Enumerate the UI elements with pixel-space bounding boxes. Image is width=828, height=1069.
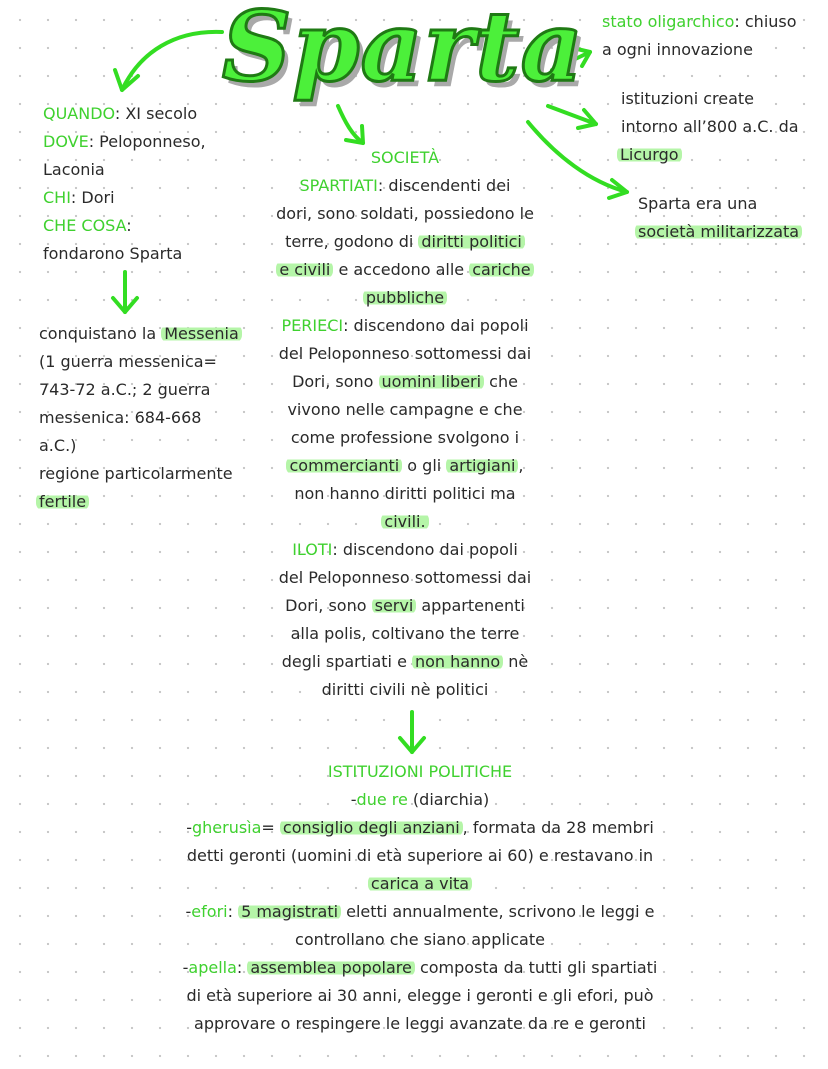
pubbliche-highlight: pubbliche <box>363 288 447 307</box>
arrow-to-institutions-created <box>548 106 596 124</box>
magistrati-highlight: 5 magistrati <box>238 902 341 921</box>
non-hanno-highlight: non hanno <box>412 652 503 671</box>
institutions-created-note <box>621 85 799 169</box>
diritti-politici-highlight: diritti politici <box>418 232 525 251</box>
uomini-liberi-highlight: uomini liberi <box>379 372 485 391</box>
quando-label: QUANDO <box>43 104 115 123</box>
perieci-line6 <box>250 452 560 480</box>
perieci-line1 <box>250 312 560 340</box>
iloti-line4: alla polis, coltivano the terre <box>290 624 520 643</box>
efori-line2: controllano che siano applicate <box>295 930 545 949</box>
spartiati-line1 <box>250 172 560 200</box>
quando-value: : XI secolo <box>114 104 198 123</box>
perieci-line4: vivono nelle campagne e che <box>287 400 523 419</box>
oligarchic-term: stato oligarchico <box>602 12 735 31</box>
iloti-line5 <box>250 648 560 676</box>
dove-value: : Peloponneso, <box>88 132 206 151</box>
apella-line3: approvare o respingere le leggi avanzate da re e geronti <box>194 1014 646 1033</box>
apella-line1 <box>110 954 730 982</box>
servi-highlight: servi <box>372 596 417 615</box>
licurgo-highlight: Licurgo <box>617 145 682 164</box>
perieci-label: PERIECI <box>281 316 344 335</box>
checosa-line <box>43 212 206 240</box>
conquest-line4: messenica: 684-668 <box>39 408 202 427</box>
conquest-line2: (1 guerra messenica= <box>39 352 217 371</box>
perieci-line8 <box>250 508 560 536</box>
institutions-line3 <box>617 141 799 169</box>
apella-line2: di età superiore ai 30 anni, elegge i geronti e gli efori, può <box>186 986 654 1005</box>
spartiati-l3-pre: terre, godono di <box>285 232 419 251</box>
gerusia-term: gherusìa <box>191 818 262 837</box>
conquest-line1 <box>39 320 242 348</box>
conquest-block <box>39 320 242 516</box>
iloti-label: ILOTI <box>292 540 333 559</box>
efori-line1 <box>110 898 730 926</box>
iloti-l5-post: nè <box>503 652 529 671</box>
messenia-highlight: Messenia <box>161 324 242 343</box>
fertile-highlight: fertile <box>36 492 89 511</box>
arrow-to-institutions-head <box>400 738 424 752</box>
perieci-l3-post: che <box>484 372 518 391</box>
conquest-line7 <box>36 488 242 516</box>
arrow-to-militarized-head <box>609 180 627 198</box>
checosa-line2: fondarono Sparta <box>43 244 183 263</box>
spartiati-line2: dori, sono soldati, possiedono le <box>276 204 534 223</box>
iloti-l1: : discendono dai popoli <box>332 540 518 559</box>
consiglio-highlight: consiglio degli anziani <box>280 818 463 837</box>
conquest-line5: a.C.) <box>39 436 77 455</box>
quando-line <box>43 100 206 128</box>
gerusia-dash: - <box>186 818 192 837</box>
iloti-l5-pre: degli spartiati e <box>281 652 412 671</box>
chi-label: CHI <box>43 188 71 207</box>
militarized-note <box>638 190 802 246</box>
spartiati-l4-mid: e accedono alle <box>333 260 470 279</box>
apella-colon: : <box>236 958 248 977</box>
iloti-line2: del Peloponneso sottomessi dai <box>278 568 532 587</box>
iloti-line6: diritti civili nè politici <box>321 680 489 699</box>
iloti-l3-post: appartenenti <box>416 596 525 615</box>
efori-colon: : <box>227 902 239 921</box>
gerusia-eq: = <box>261 818 280 837</box>
oligarchic-rest: : chiuso <box>734 12 797 31</box>
perieci-line5: come professione svolgono i <box>290 428 520 447</box>
re-dash: - <box>350 790 357 809</box>
efori-dash: - <box>185 902 192 921</box>
chi-line <box>43 184 206 212</box>
top-right-notes <box>602 8 797 64</box>
commercianti-highlight: commercianti <box>286 456 402 475</box>
spartiati-line3 <box>250 228 560 256</box>
arrow-to-left-column-head <box>115 70 138 90</box>
left-summary <box>43 100 206 268</box>
cariche-highlight: cariche <box>469 260 533 279</box>
arrow-to-institutions-created-head <box>578 110 596 128</box>
apella-rest: composta da tutti gli spartiati <box>414 958 658 977</box>
apella-dash: - <box>182 958 189 977</box>
spartiati-line4 <box>250 256 560 284</box>
institutions-line1: istituzioni create <box>621 89 755 108</box>
militarized-highlight: società militarizzata <box>635 222 802 241</box>
e-civili-highlight: e civili <box>276 260 333 279</box>
spartiati-l1: : discendenti dei <box>377 176 511 195</box>
perieci-line7: non hanno diritti politici ma <box>294 484 516 503</box>
efori-rest: eletti annualmente, scrivono le leggi e <box>341 902 655 921</box>
oligarchic-line1 <box>602 8 797 36</box>
dove-label: DOVE <box>43 132 89 151</box>
spartiati-line5 <box>250 284 560 312</box>
perieci-line3 <box>250 368 560 396</box>
arrow-to-conquest-head <box>113 298 137 312</box>
apella-term: apella <box>188 958 237 977</box>
gerusia-line1 <box>110 814 730 842</box>
perieci-l1: : discendono dai popoli <box>343 316 529 335</box>
civili-highlight: civili. <box>381 512 428 531</box>
re-term: due re <box>356 790 408 809</box>
gerusia-line2: detti geronti (uomini di età superiore ai 60) e restavano in <box>186 846 654 865</box>
iloti-line1 <box>250 536 560 564</box>
militarized-line1: Sparta era una <box>638 194 758 213</box>
conquest-line6: regione particolarmente <box>39 464 233 483</box>
conquest-line3: 743-72 a.C.; 2 guerra <box>39 380 211 399</box>
dove-line <box>43 128 206 156</box>
re-rest: (diarchia) <box>407 790 490 809</box>
iloti-l3-pre: Dori, sono <box>285 596 372 615</box>
spartiati-label: SPARTIATI <box>299 176 378 195</box>
perieci-l3-pre: Dori, sono <box>292 372 379 391</box>
militarized-line2 <box>635 218 802 246</box>
gerusia-rest: , formata da 28 membri <box>462 818 654 837</box>
dove-line2: Laconia <box>43 160 105 179</box>
arrow-to-left-column <box>122 32 222 90</box>
perieci-l6-mid: o gli <box>402 456 447 475</box>
iloti-line3 <box>250 592 560 620</box>
gerusia-line3 <box>110 870 730 898</box>
efori-term: efori <box>191 902 228 921</box>
arrow-to-society-head <box>346 126 363 143</box>
institutions-block <box>110 758 730 1038</box>
carica-a-vita-highlight: carica a vita <box>368 874 472 893</box>
assemblea-highlight: assemblea popolare <box>247 958 414 977</box>
checosa-label: CHE COSA <box>43 216 127 235</box>
perieci-l6-post: , <box>518 456 524 475</box>
re-line <box>110 786 730 814</box>
institutions-heading: ISTITUZIONI POLITICHE <box>327 762 513 781</box>
arrow-to-society <box>338 106 363 143</box>
page-title: Sparta <box>222 0 584 103</box>
society-block <box>250 144 560 704</box>
society-heading: SOCIETÀ <box>370 148 440 167</box>
oligarchic-line2: a ogni innovazione <box>602 40 753 59</box>
checosa-value: : <box>126 216 132 235</box>
conquest-pre: conquistano la <box>39 324 162 343</box>
artigiani-highlight: artigiani <box>446 456 518 475</box>
perieci-line2: del Peloponneso sottomessi dai <box>278 344 532 363</box>
institutions-line2: intorno all’800 a.C. da <box>621 117 799 136</box>
chi-value: : Dori <box>70 188 115 207</box>
